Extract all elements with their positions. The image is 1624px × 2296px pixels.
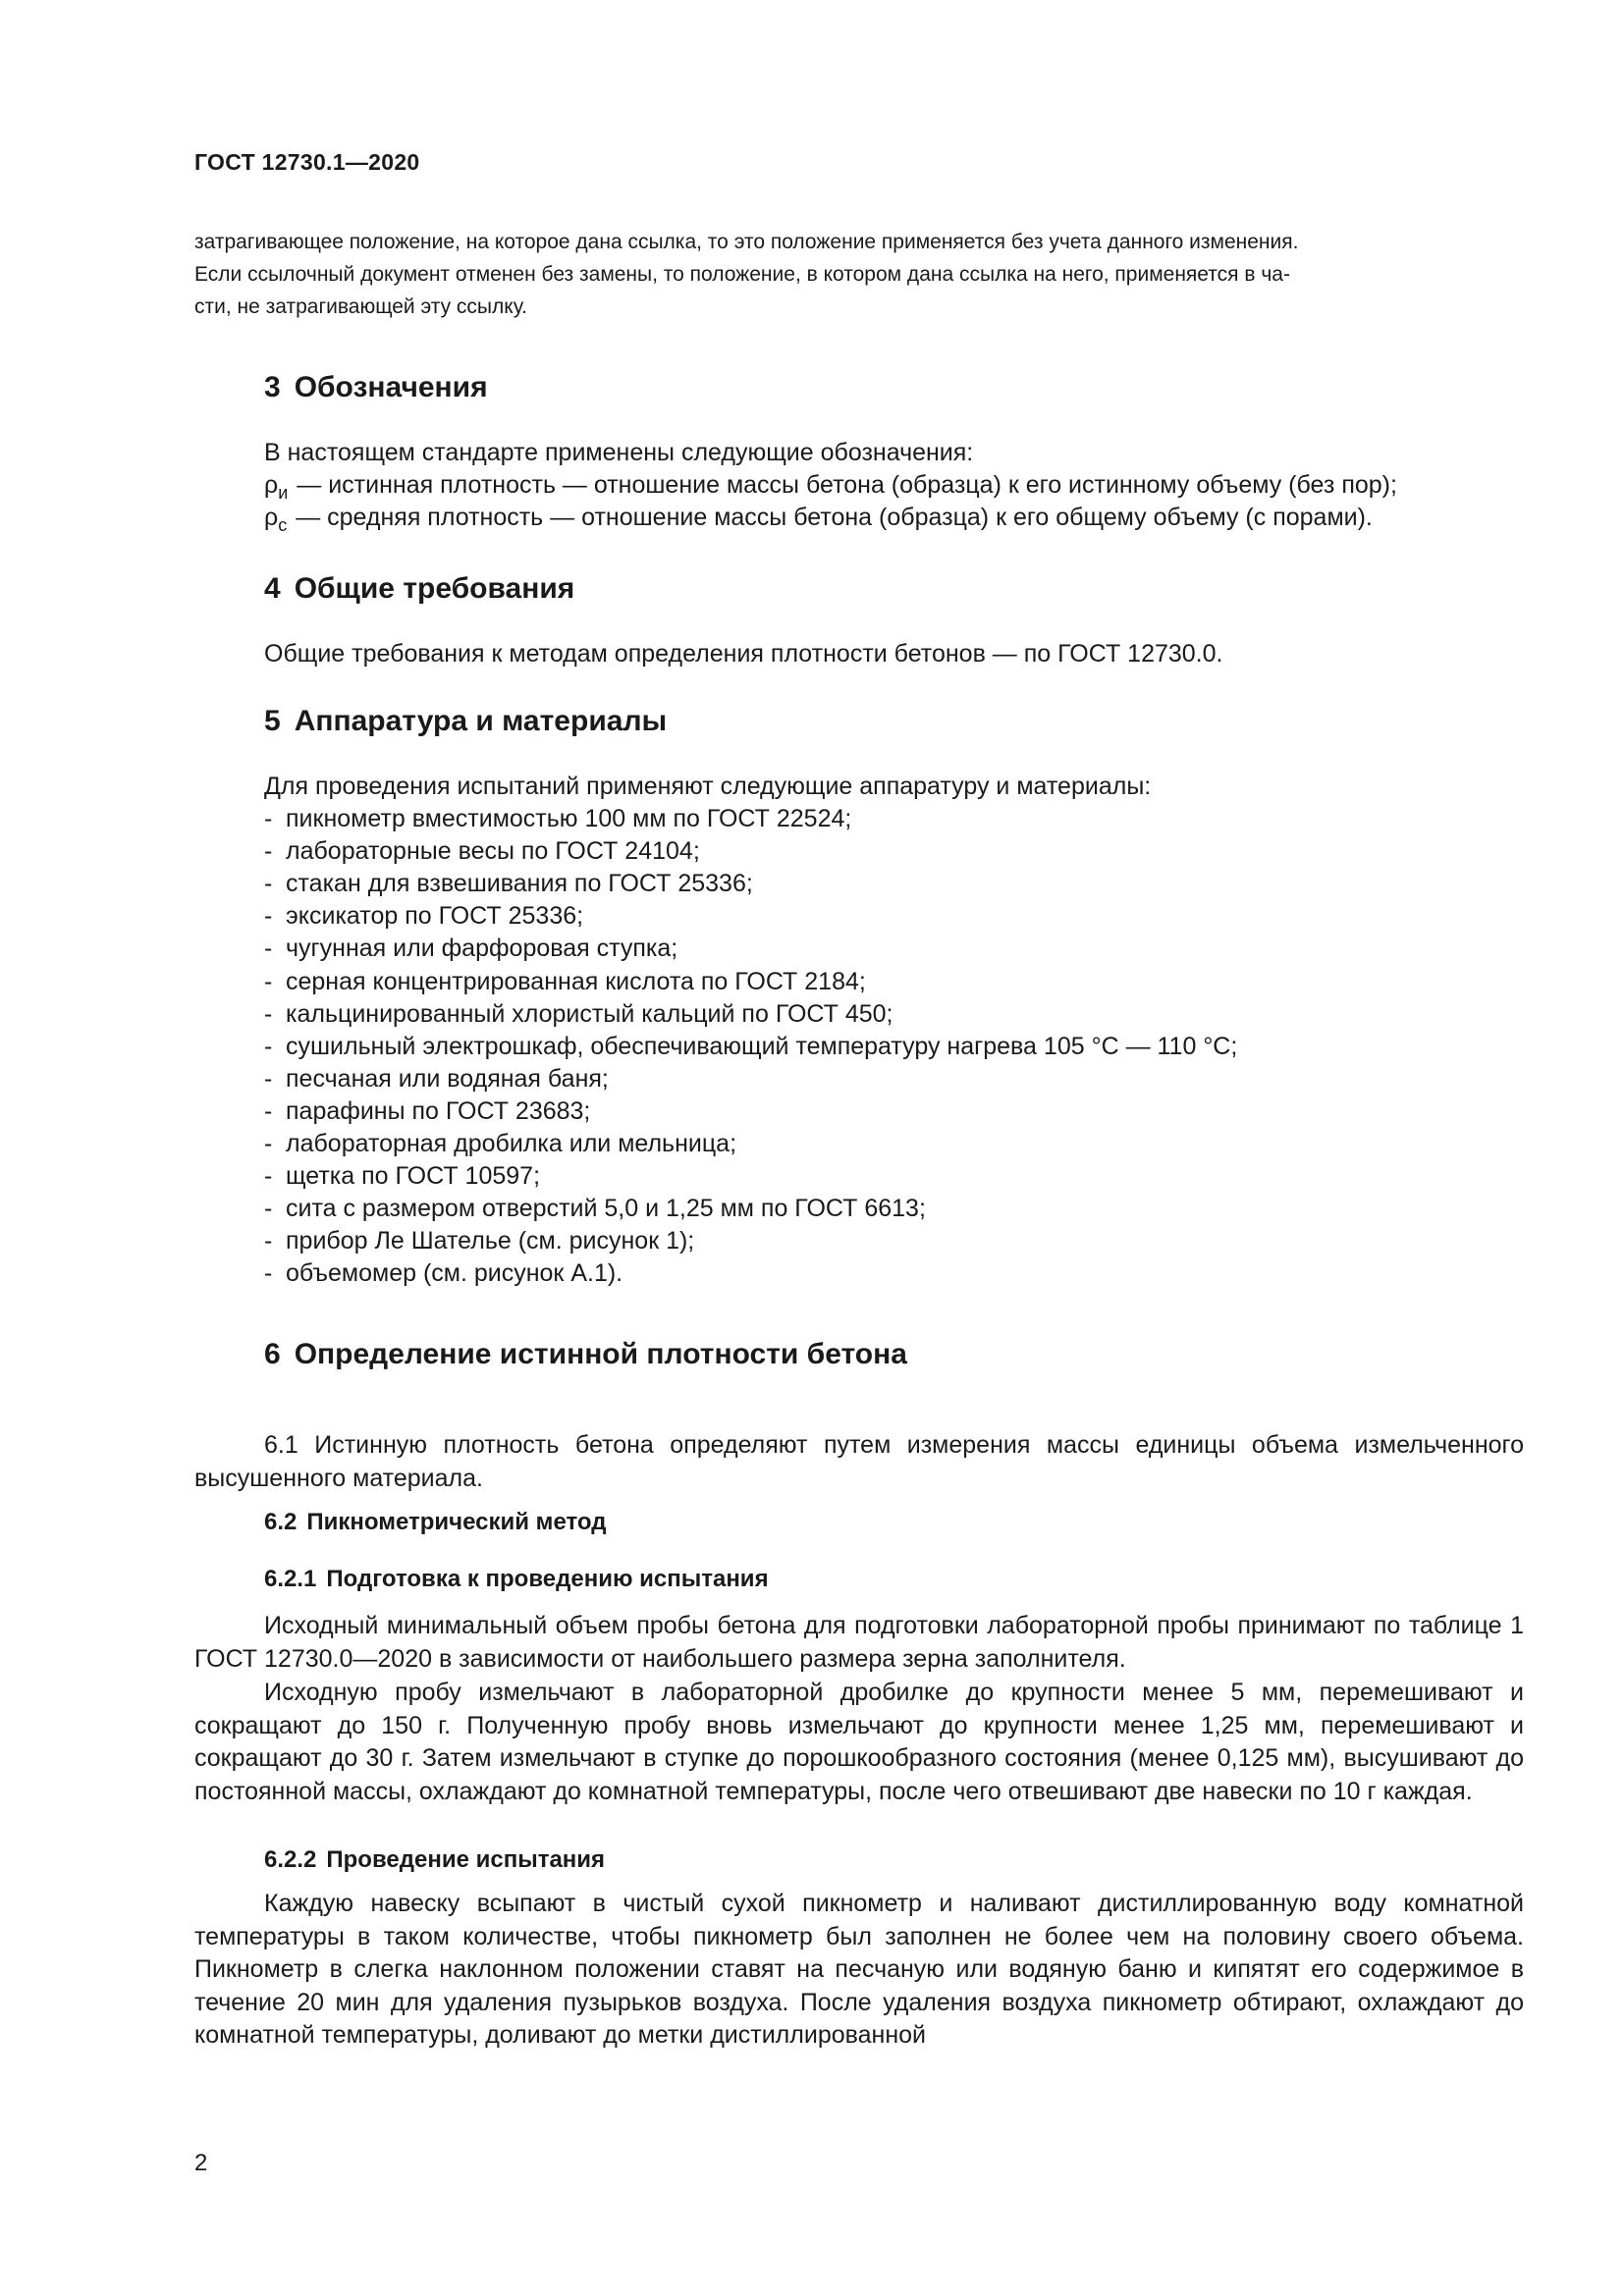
section-number: 3 [264,371,281,403]
subsection-6-2-heading: 6.2 Пикнометрический метод [264,1509,607,1535]
section-title: Аппаратура и материалы [294,705,668,737]
list-item: - стакан для взвешивания по ГОСТ 25336; [264,870,753,898]
page-number: 2 [194,2150,208,2176]
list-item: - лабораторные весы по ГОСТ 24104; [264,837,700,866]
section-number: 4 [264,572,281,605]
section-3-body [264,437,1397,534]
section-3-heading [264,371,488,404]
paragraph-6-1: 6.1 Истинную плотность бетона определяют путем измерения массы единицы объема измельченного высушенного материала. [194,1431,1524,1492]
list-item: - щетка по ГОСТ 10597; [264,1162,541,1191]
symbol-definition [264,502,1397,534]
list-item: - пикнометр вместимостью 100 мм по ГОСТ 22524; [264,805,852,833]
intro-paragraph [194,226,1522,323]
list-item: - объемомер (см. рисунок А.1). [264,1259,623,1288]
section-3-lead: В настоящем стандарте применены следующие обозначения: [264,439,974,466]
list-item: - кальцинированный хлористый кальций по ГОСТ 450; [264,999,893,1028]
document-header: ГОСТ 12730.1—2020 [194,149,420,175]
symbol-definition [264,469,1397,502]
section-4-text: Общие требования к методам определения плотности бетонов — по ГОСТ 12730.0. [264,640,1223,667]
subsection-6-2-1-heading: 6.2.1 Подготовка к проведению испытания [264,1566,769,1592]
intro-line: Если ссылочный документ отменен без замены, то положение, в котором дана ссылка на него, применяется в ча- [194,263,1290,286]
symbol-description: — истинная плотность — отношение массы бетона (образца) к его истинному объему (без пор); [297,471,1397,499]
rho-symbol: $\rho_и$ [264,471,289,503]
list-item: - сушильный электрошкаф, обеспечивающий температуру нагрева 105 °С — 110 °С; [264,1032,1238,1060]
section-number: 6 [264,1338,281,1370]
paragraph-6-2-2: Каждую навеску всыпают в чистый сухой пикнометр и наливают дистиллированную воду комнатной температуры в таком количестве, чтобы пикнометр был заполнен не более чем на половину своего объема. Пикнометр в слегка наклонном положении ставят на песчаную или водяную баню и кипятят его содержимое в течение 20 мин для удаления пузырьков воздуха. После удаления воздуха пикнометр обтирают, охлаждают до комнатной температуры, доливают до метки дистиллированной [194,1890,1524,2050]
section-title: Определение истинной плотности бетона [294,1338,907,1370]
list-item: - эксикатор по ГОСТ 25336; [264,902,584,931]
rho-symbol: $\rho_с$ [264,504,288,535]
section-title: Обозначения [294,371,488,403]
equipment-list [264,803,1237,1290]
subsection-6-2-2-heading: 6.2.2 Проведение испытания [264,1846,606,1873]
list-item: - лабораторная дробилка или мельница; [264,1130,737,1158]
section-5-lead: Для проведения испытаний применяют следующие аппаратуру и материалы: [264,773,1152,800]
list-item: - серная концентрированная кислота по ГОСТ 2184; [264,967,866,995]
paragraph-6-2-1-b: Исходную пробу измельчают в лабораторной дробилке до крупности менее 5 мм, перемешивают и сокращают до 150 г. Полученную пробу вновь измельчают до крупности менее 1,25 мм, перемешивают и сокращают до 30 г. Затем измельчают в ступке до порошкообразного состояния (менее 0,125 мм), высушивают до постоянной массы, охлаждают до комнатной температуры, после чего отвешивают две навески по 10 г каждая. [194,1679,1524,1805]
list-item: - парафины по ГОСТ 23683; [264,1096,591,1125]
symbol-description: — средняя плотность — отношение массы бетона (образца) к его общему объему (с порами). [296,504,1373,531]
section-5-heading [264,705,667,738]
list-item: - прибор Ле Шателье (см. рисунок 1); [264,1227,695,1255]
list-item: - чугунная или фарфоровая ступка; [264,934,678,963]
list-item: - сита с размером отверстий 5,0 и 1,25 мм по ГОСТ 6613; [264,1195,926,1223]
section-4-heading [264,572,574,606]
list-item: - песчаная или водяная баня; [264,1064,609,1093]
section-title: Общие требования [294,572,575,605]
intro-line: сти, не затрагивающей эту ссылку. [194,295,527,318]
section-6-heading [264,1338,907,1371]
paragraph-6-2-1-a: Исходный минимальный объем пробы бетона для подготовки лабораторной пробы принимают по таблице 1 ГОСТ 12730.0—2020 в зависимости от наибольшего размера зерна заполнителя. [194,1612,1524,1673]
section-number: 5 [264,705,281,737]
intro-line: затрагивающее положение, на которое дана ссылка, то это положение применяется без учета данного изменения. [194,231,1299,253]
section-5-body [264,771,1237,1291]
